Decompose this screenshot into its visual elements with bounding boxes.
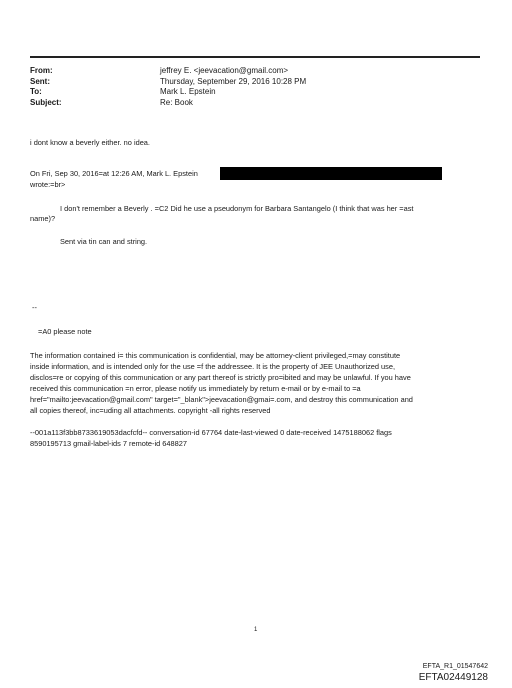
header-rule xyxy=(30,56,480,58)
signature-dash: -- xyxy=(32,303,37,312)
redaction-box xyxy=(220,167,442,180)
subject-label: Subject: xyxy=(30,97,62,107)
footer-id-r1: EFTA_R1_01547642 xyxy=(422,663,488,670)
sent-via-line: Sent via tin can and string. xyxy=(60,237,148,246)
reply-line: i dont know a beverly either. no idea. xyxy=(30,138,150,147)
disclaimer-line2: inside information, and is intended only for the use =f the addressee. It is the property of JEE Unauthorized use, xyxy=(30,362,396,371)
quote-attribution: On Fri, Sep 30, 2016=at 12:26 AM, Mark L. Epstein xyxy=(30,169,198,178)
disclaimer-line3: disclos=re or copying of this communication or any part thereof is strictly pro=ibited and may be unlawful. If you have xyxy=(30,373,411,382)
from-label: From: xyxy=(30,66,53,75)
from-value: jeffrey E. <jeevacation@gmail.com> xyxy=(160,66,289,75)
disclaimer-line4: received this communication =n error, please notify us immediately by return e-mail or by e-mail to =a xyxy=(30,384,361,393)
disclaimer-line5: href="mailto:jeevacation@gmail.com" target="_blank">jeevacation@gmai=.com, and destroy this communication and xyxy=(30,395,413,404)
to-value: Mark L. Epstein xyxy=(160,87,216,96)
to-row xyxy=(30,87,306,98)
metadata-line1: --001a113f3bb8733619053dacfcfd-- conversation-id 67764 date-last-viewed 0 date-received 1475188062 flags xyxy=(30,428,392,437)
quoted-para-line1: I don't remember a Beverly . =C2 Did he use a pseudonym for Barbara Santangelo (I think that was her =ast xyxy=(60,204,414,213)
from-row xyxy=(30,66,306,77)
sent-label: Sent: xyxy=(30,76,50,86)
email-header xyxy=(30,66,306,108)
please-note: =A0 please note xyxy=(38,327,92,336)
sent-row xyxy=(30,77,306,88)
subject-row xyxy=(30,98,306,109)
to-label: To: xyxy=(30,87,42,96)
page-number: 1 xyxy=(254,627,258,633)
footer-id-efta: EFTA02449128 xyxy=(418,672,488,683)
sent-value: Thursday, September 29, 2016 10:28 PM xyxy=(160,76,307,86)
disclaimer-line6: all copies thereof, inc=uding all attachments. copyright -all rights reserved xyxy=(30,406,271,415)
subject-value: Re: Book xyxy=(160,97,193,107)
disclaimer-line1: The information contained i= this communication is confidential, may be attorney-client privileged,=may constitute xyxy=(30,351,401,360)
quoted-para-line2: name)? xyxy=(30,214,56,223)
metadata-line2: 8590195713 gmail-label-ids 7 remote-id 648827 xyxy=(30,439,187,448)
quote-wrote: wrote:=br> xyxy=(30,180,66,189)
